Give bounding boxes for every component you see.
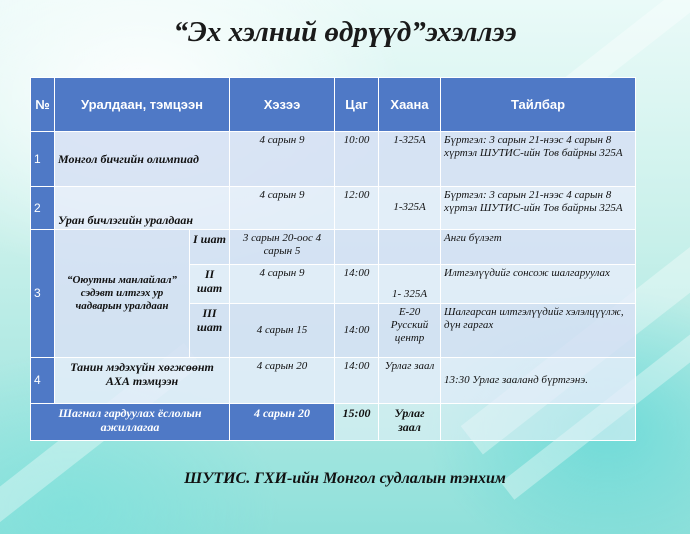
table-row [31, 358, 636, 404]
row-number: 3 [31, 230, 55, 358]
competition-name: “Оюутны манлайлал” сэдэвт илтгэх ур чадварын уралдаан [55, 230, 190, 358]
page-title: “Эх хэлний өдрүүд”эхэллээ [173, 16, 517, 48]
where-cell: Урлаг заал [379, 358, 441, 404]
note-cell: Илтгэлүүдийг сонсож шалгаруулах [441, 265, 636, 304]
stage-label: III шат [190, 304, 230, 358]
table-row [31, 187, 636, 230]
where-cell: Урлаг заал [379, 404, 441, 441]
schedule-table [30, 77, 636, 441]
time-cell: 12:00 [335, 187, 379, 230]
note-cell: Шалгарсан илтгэлүүдийг хэлэлцүүлж, дүн гаргах [441, 304, 636, 358]
header-note: Тайлбар [441, 78, 636, 132]
time-cell: 10:00 [335, 132, 379, 187]
time-cell: 15:00 [335, 404, 379, 441]
note-cell [441, 404, 636, 441]
note-cell: Бүртгэл: 3 сарын 21-нээс 4 сарын 8 хүртэл ШУТИС-ийн Тов байрны 325А [441, 187, 636, 230]
time-cell: 14:00 [335, 304, 379, 358]
footer-text: ШУТИС. ГХИ-ийн Монгол судлалын тэнхим [184, 470, 506, 487]
when-cell: 4 сарын 9 [230, 265, 335, 304]
note-cell: 13:30 Урлаг зааланд бүртгэнэ. [441, 358, 636, 404]
stage-label: II шат [190, 265, 230, 304]
table-row [31, 230, 636, 265]
time-cell [335, 230, 379, 265]
when-cell: 4 сарын 20 [230, 358, 335, 404]
note-cell: Бүртгэл: 3 сарын 21-нээс 4 сарын 8 хүртэл ШУТИС-ийн Тов байрны 325А [441, 132, 636, 187]
table-row [31, 132, 636, 187]
ceremony-name: Шагнал гардуулах ёслолын ажиллагаа [31, 404, 230, 441]
note-cell: Анги бүлэгт [441, 230, 636, 265]
when-cell: 4 сарын 9 [230, 187, 335, 230]
where-cell: 1-325А [379, 187, 441, 230]
row-number: 2 [31, 187, 55, 230]
when-cell: 3 сарын 20-оос 4 сарын 5 [230, 230, 335, 265]
where-cell: 1-325А [379, 132, 441, 187]
header-where: Хаана [379, 78, 441, 132]
competition-name: Монгол бичгийн олимпиад [55, 132, 230, 187]
where-cell: Е-20 Русский центр [379, 304, 441, 358]
when-cell: 4 сарын 9 [230, 132, 335, 187]
competition-name: Танин мэдэхүйн хөгжөөнт АХА тэмцээн [55, 358, 230, 404]
when-cell: 4 сарын 20 [230, 404, 335, 441]
competition-name: Уран бичлэгийн уралдаан [55, 187, 230, 230]
header-num: № [31, 78, 55, 132]
row-number: 4 [31, 358, 55, 404]
header-time: Цаг [335, 78, 379, 132]
stage-label: I шат [190, 230, 230, 265]
where-cell [379, 230, 441, 265]
header-row [31, 78, 636, 132]
time-cell: 14:00 [335, 358, 379, 404]
header-when: Хэзээ [230, 78, 335, 132]
header-competition: Уралдаан, тэмцээн [55, 78, 230, 132]
when-cell: 4 сарын 15 [230, 304, 335, 358]
row-number: 1 [31, 132, 55, 187]
time-cell: 14:00 [335, 265, 379, 304]
where-cell: 1- 325А [379, 265, 441, 304]
table-footer-row [31, 404, 636, 441]
